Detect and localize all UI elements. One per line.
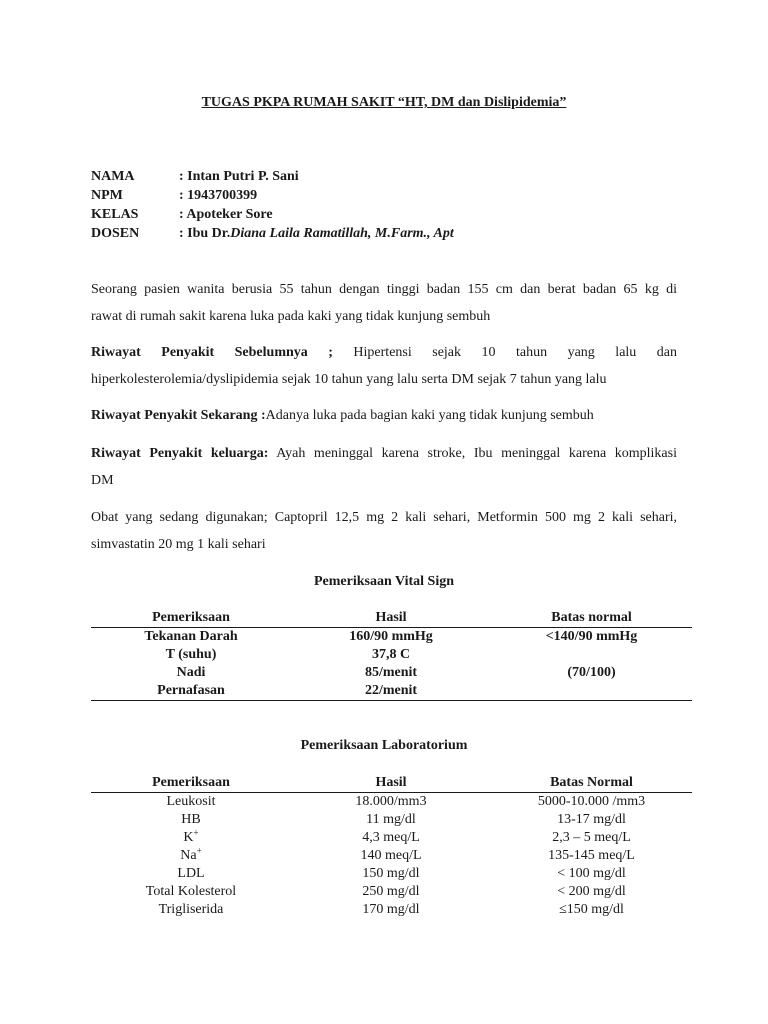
column-header: Hasil bbox=[291, 774, 491, 793]
table-cell: Tekanan Darah bbox=[144, 629, 238, 644]
info-value: : Ibu Dr. bbox=[179, 226, 231, 241]
table-cell: 4,3 meq/L bbox=[362, 830, 420, 845]
table-cell: <140/90 mmHg bbox=[545, 629, 638, 644]
table-cell: Total Kolesterol bbox=[145, 884, 237, 899]
riwayat-sebelumnya-label: Riwayat Penyakit Sebelumnya ; bbox=[91, 345, 333, 360]
table-cell: 2,3 – 5 meq/L bbox=[552, 830, 631, 845]
laboratorium-table bbox=[91, 774, 692, 919]
info-row-kelas bbox=[91, 205, 454, 224]
table-cell: 13-17 mg/dl bbox=[557, 812, 626, 827]
table-cell: Trigliserida bbox=[158, 902, 224, 917]
info-key: KELAS bbox=[91, 207, 139, 222]
table-cell: Leukosit bbox=[166, 794, 216, 809]
table-cell: Nadi bbox=[176, 665, 206, 680]
riwayat-sebelumnya-text: Hipertensi sejak 10 tahun yang lalu dan bbox=[332, 345, 678, 360]
obat-line-1: Obat yang sedang digunakan; Captopril 12,5 mg 2 kali sehari, Metformin 500 mg 2 kali sehari, bbox=[91, 510, 677, 525]
ion-label: K bbox=[183, 830, 194, 845]
table-cell bbox=[491, 646, 692, 664]
table-row bbox=[91, 664, 692, 682]
table-cell: 140 meq/L bbox=[360, 848, 422, 863]
table-cell: 160/90 mmHg bbox=[349, 629, 433, 644]
vital-sign-table bbox=[91, 609, 692, 701]
table-cell: Pernafasan bbox=[91, 682, 291, 701]
document-title: TUGAS PKPA RUMAH SAKIT “HT, DM dan Dislipidemia” bbox=[201, 95, 567, 110]
info-row-npm bbox=[91, 186, 454, 205]
riwayat-sebelumnya-line-2: hiperkolesterolemia/dyslipidemia sejak 10 tahun yang lalu serta DM sejak 7 tahun yang lalu bbox=[91, 372, 607, 387]
table-cell: 150 mg/dl bbox=[362, 866, 420, 881]
riwayat-sekarang bbox=[91, 402, 677, 429]
riwayat-keluarga bbox=[91, 440, 677, 494]
table-cell: 18.000/mm3 bbox=[355, 794, 427, 809]
ion-charge: + bbox=[196, 845, 202, 856]
column-header: Pemeriksaan bbox=[91, 774, 291, 793]
info-key: NAMA bbox=[91, 169, 135, 184]
case-line-2: rawat di rumah sakit karena luka pada kaki yang tidak kunjung sembuh bbox=[91, 309, 491, 324]
table-cell bbox=[91, 847, 291, 865]
table-cell: 170 mg/dl bbox=[362, 902, 420, 917]
obat-line-2: simvastatin 20 mg 1 kali sehari bbox=[91, 537, 266, 552]
table-cell: 22/menit bbox=[291, 682, 491, 701]
table-row bbox=[91, 847, 692, 865]
riwayat-keluarga-line-1 bbox=[91, 440, 677, 467]
riwayat-keluarga-text: Ayah meninggal karena stroke, Ibu meninggal karena komplikasi bbox=[268, 446, 677, 461]
table-row bbox=[91, 811, 692, 829]
table-row bbox=[91, 682, 692, 701]
riwayat-sebelumnya bbox=[91, 339, 677, 393]
riwayat-keluarga-line-2: DM bbox=[91, 473, 114, 488]
info-key: DOSEN bbox=[91, 226, 140, 241]
riwayat-sekarang-text: Adanya luka pada bagian kaki yang tidak kunjung sembuh bbox=[265, 408, 594, 423]
table-header-row bbox=[91, 774, 692, 793]
info-value: : Apoteker Sore bbox=[179, 207, 273, 222]
ion-charge: + bbox=[193, 827, 199, 838]
column-header: Hasil bbox=[291, 609, 491, 628]
laboratorium-title: Pemeriksaan Laboratorium bbox=[300, 738, 468, 753]
table-row bbox=[91, 793, 692, 812]
info-row-dosen bbox=[91, 224, 454, 243]
table-cell: HB bbox=[181, 812, 201, 827]
table-cell: 11 mg/dl bbox=[366, 812, 416, 827]
case-line-1: Seorang pasien wanita berusia 55 tahun dengan tinggi badan 155 cm dan berat badan 65 kg di bbox=[91, 282, 677, 297]
table-header-row bbox=[91, 609, 692, 628]
table-cell: 85/menit bbox=[364, 665, 418, 680]
riwayat-sekarang-label: Riwayat Penyakit Sekarang : bbox=[91, 408, 266, 423]
table-cell: 135-145 meq/L bbox=[548, 848, 635, 863]
table-cell: 250 mg/dl bbox=[362, 884, 420, 899]
table-cell: ≤150 mg/dl bbox=[559, 902, 624, 917]
table-row bbox=[91, 829, 692, 847]
table-cell bbox=[491, 682, 692, 701]
table-cell: (70/100) bbox=[567, 665, 616, 680]
table-cell: T (suhu) bbox=[165, 647, 217, 662]
info-value: : Intan Putri P. Sani bbox=[179, 169, 299, 184]
info-value: : 1943700399 bbox=[179, 188, 258, 203]
table-row bbox=[91, 646, 692, 664]
table-cell: LDL bbox=[177, 866, 205, 881]
table-row bbox=[91, 865, 692, 883]
info-key: NPM bbox=[91, 188, 123, 203]
table-row bbox=[91, 883, 692, 901]
table-cell: 5000-10.000 /mm3 bbox=[537, 794, 646, 809]
table-cell bbox=[91, 829, 291, 847]
dosen-name: Diana Laila Ramatillah, M.Farm., Apt bbox=[230, 226, 454, 241]
riwayat-sebelumnya-line-1 bbox=[91, 339, 677, 366]
vital-sign-title: Pemeriksaan Vital Sign bbox=[313, 574, 454, 589]
riwayat-keluarga-label: Riwayat Penyakit keluarga: bbox=[91, 446, 269, 461]
column-header: Batas normal bbox=[491, 609, 692, 628]
table-cell: 37,8 C bbox=[371, 647, 411, 662]
table-cell: < 100 mg/dl bbox=[557, 866, 626, 881]
obat-description bbox=[91, 504, 677, 558]
table-row bbox=[91, 901, 692, 919]
ion-label: Na bbox=[180, 848, 197, 863]
case-description bbox=[91, 276, 677, 330]
student-info bbox=[91, 167, 454, 243]
column-header: Batas Normal bbox=[491, 774, 692, 793]
table-cell: < 200 mg/dl bbox=[557, 884, 626, 899]
info-row-nama bbox=[91, 167, 454, 186]
table-row bbox=[91, 628, 692, 647]
column-header: Pemeriksaan bbox=[91, 609, 291, 628]
